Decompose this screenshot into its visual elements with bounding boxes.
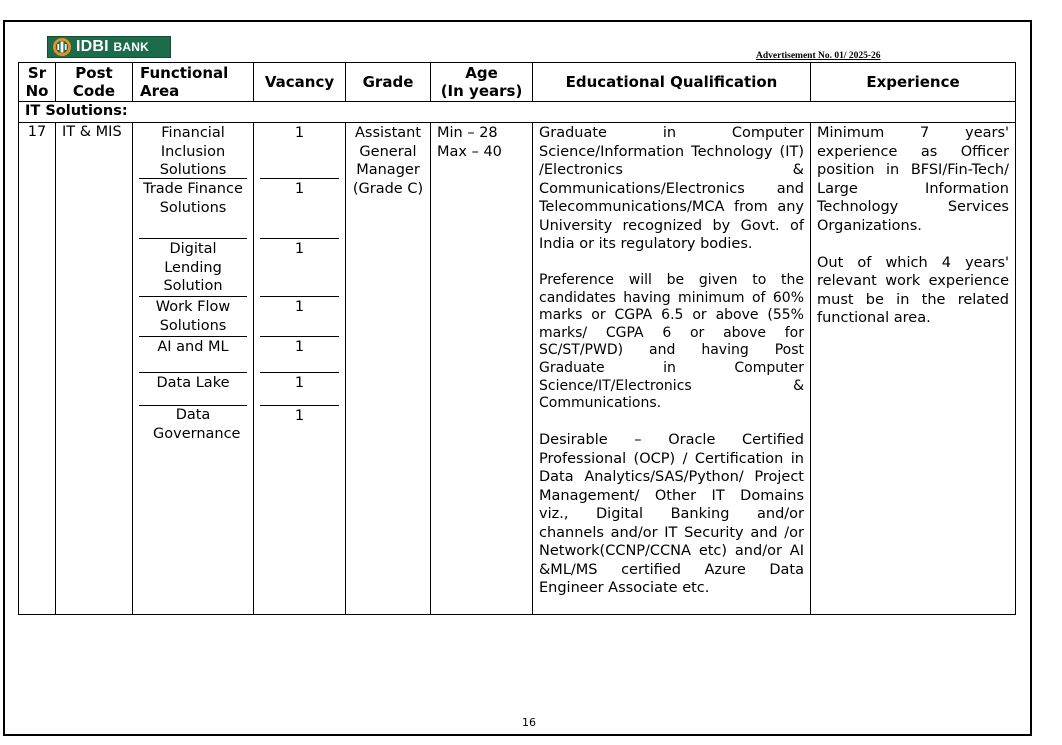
logo-text-main: IDBI	[76, 38, 109, 55]
experience-paragraph: Minimum 7 years' experience as Officer position in BFSI/Fin-Tech/ Large Information Technology Services Organizations.	[817, 125, 1009, 234]
page-number: 16	[522, 716, 536, 729]
age-max: Max – 40	[437, 143, 502, 160]
vacancy-table	[18, 62, 1016, 615]
col-header-education: Educational Qualification	[533, 63, 811, 102]
advertisement-number: Advertisement No. 01/ 2025-26	[756, 51, 881, 61]
functional-area-item: AI and ML	[139, 337, 247, 373]
cell-education	[533, 123, 811, 615]
functional-area-item: Trade Finance Solutions	[139, 179, 247, 239]
cell-post-code: IT & MIS	[56, 123, 133, 615]
col-header-sr-no: Sr No	[19, 63, 56, 102]
cell-functional-areas	[133, 123, 254, 615]
functional-area-item: Financial Inclusion Solutions	[139, 123, 247, 179]
cell-sr-no: 17	[19, 123, 56, 615]
idbi-emblem-icon	[52, 37, 72, 57]
idbi-bank-logo	[47, 36, 171, 58]
logo-text-small: BANK	[113, 40, 149, 54]
age-min: Min – 28	[437, 125, 498, 141]
cell-vacancies	[254, 123, 346, 615]
experience-paragraph: Out of which 4 years' relevant work experience must be in the related functional area.	[817, 254, 1009, 326]
col-header-age: Age (In years)	[431, 63, 533, 102]
education-paragraph: Preference will be given to the candidates having minimum of 60% marks or CGPA 6.5 or above (55% marks/ CGPA 6 or above for SC/ST/PWD) and having Post Graduate in Computer Science/IT/Electronics & Communications.	[539, 272, 804, 412]
table-header-row	[19, 63, 1016, 102]
col-header-functional-area: Functional Area	[133, 63, 254, 102]
cell-experience	[811, 123, 1016, 615]
table-row	[19, 123, 1016, 615]
col-header-experience: Experience	[811, 63, 1016, 102]
vacancy-item: 1	[294, 408, 305, 424]
vacancy-item: 1	[260, 179, 339, 239]
education-paragraph: Desirable – Oracle Certified Professional (OCP) / Certification in Data Analytics/SAS/Python/ Project Management/ Other IT Domains viz., Digital Banking and/or channels and/or IT Security and /or Network(CCNP/CCNA etc) and/or AI &ML/MS certified Azure Data Engineer Associate etc.	[539, 432, 804, 597]
vacancy-item: 1	[260, 337, 339, 373]
functional-area-item: Data Governance	[153, 407, 241, 442]
education-paragraph: Graduate in Computer Science/Information Technology (IT) /Electronics & Communications/Electronics and Telecommunications/MCA from any University recognized by Govt. of India or its regulatory bodies.	[539, 125, 804, 252]
section-row	[19, 102, 1016, 123]
vacancy-item: 1	[260, 123, 339, 179]
section-title: IT Solutions:	[19, 102, 1016, 123]
functional-area-item: Data Lake	[139, 373, 247, 406]
logo-wordmark	[76, 38, 149, 56]
col-header-vacancy: Vacancy	[254, 63, 346, 102]
vacancy-item: 1	[260, 373, 339, 406]
col-header-post-code: Post Code	[56, 63, 133, 102]
col-header-grade: Grade	[346, 63, 431, 102]
cell-age	[431, 123, 533, 615]
functional-area-item: Work Flow Solutions	[139, 297, 247, 337]
vacancy-item: 1	[260, 297, 339, 337]
cell-grade: Assistant General Manager (Grade C)	[346, 123, 431, 615]
vacancy-item: 1	[260, 239, 339, 297]
functional-area-item: Digital Lending Solution	[139, 239, 247, 297]
